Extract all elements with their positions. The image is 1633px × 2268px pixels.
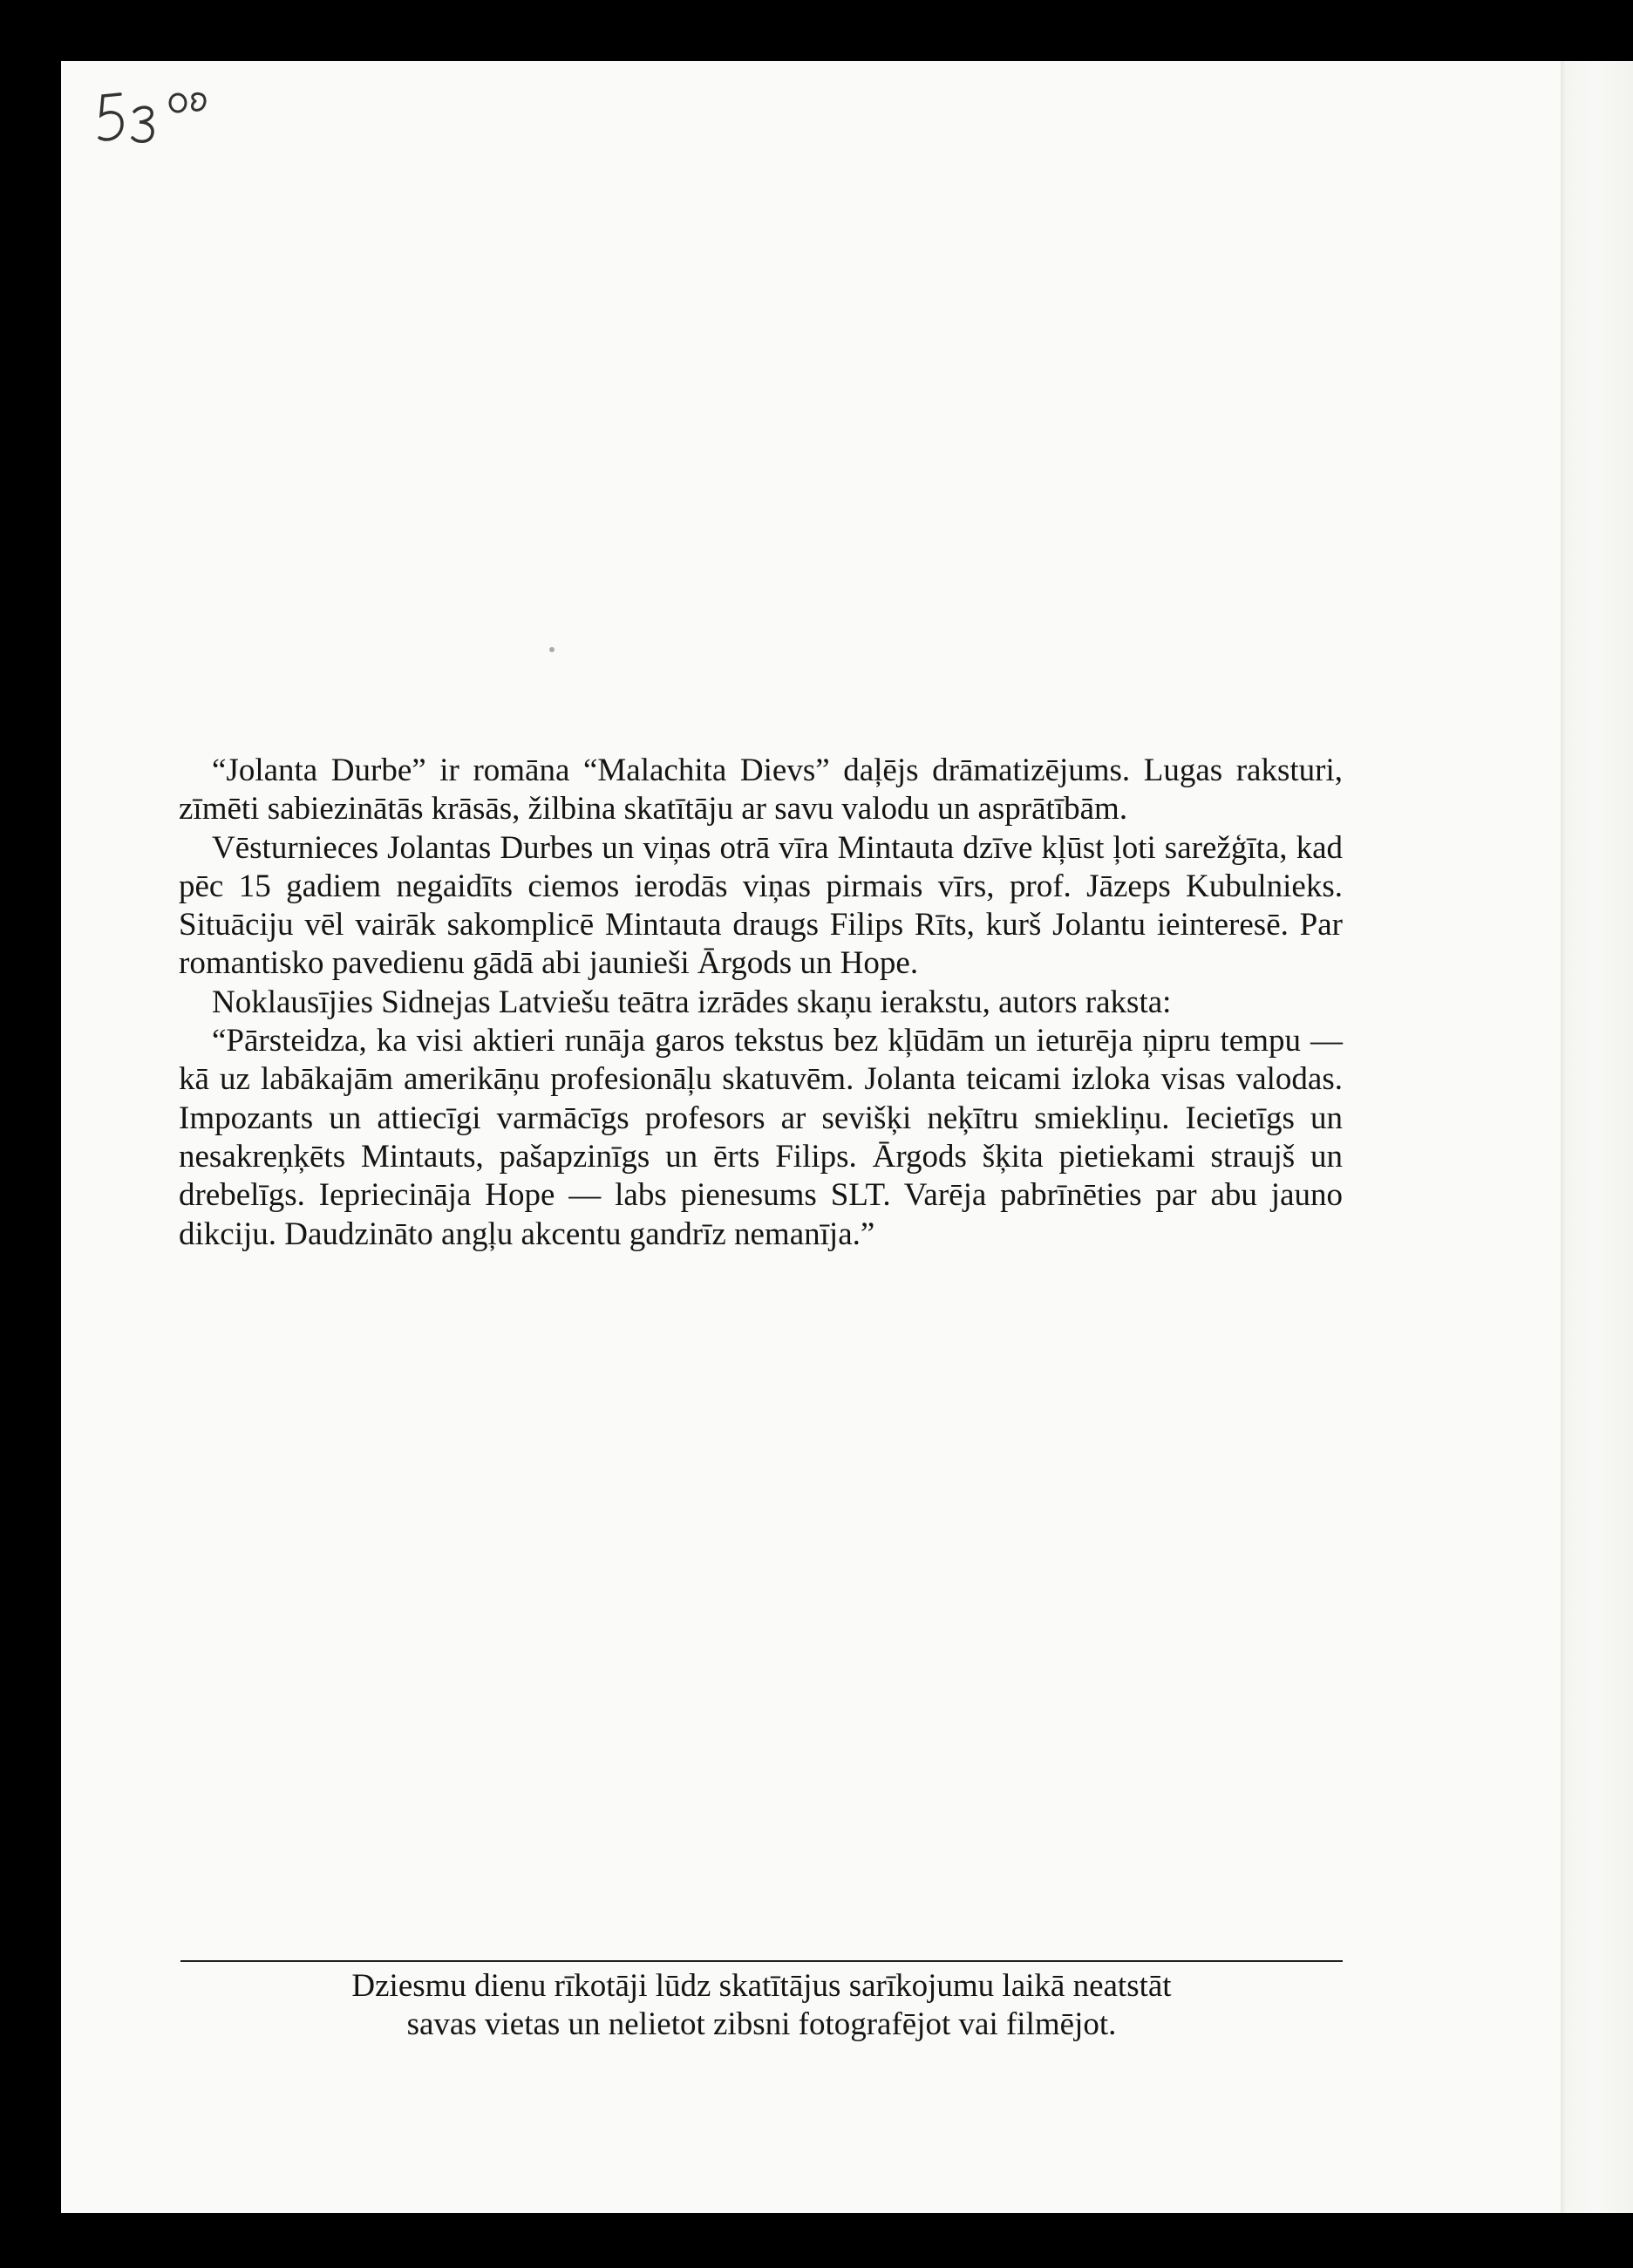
page-edge [1561,61,1633,2213]
footnote-divider [180,1960,1343,1962]
footnote-line-2: savas vietas un nelietot zibsni fotografējot vai filmējot. [406,2006,1117,2042]
paragraph-intro: “Jolanta Durbe” ir romāna “Malachita Dievs” daļējs drāmatizējums. Lugas raksturi, zīmēti sabiezinātās krāsās, žilbina skatītāju ar savu valodu un asprātībām. [179,753,1343,828]
footnote-line-1: Dziesmu dienu rīkotāji lūdz skatītājus sarīkojumu laikā neatstāt [351,1968,1172,2004]
handwritten-mark [87,70,235,166]
handwritten-price-note [87,70,235,166]
paragraph-review-intro: Noklausījies Sidnejas Latviešu teātra izrādes skaņu ierakstu, autors raksta: [212,984,1172,1020]
paper-speck [549,647,555,652]
paragraph-plot: Vēsturnieces Jolantas Durbes un viņas otrā vīra Mintauta dzīve kļūst ļoti sarežģīta, kad pēc 15 gadiem negaidīts ciemos ierodās viņas pirmais vīrs, prof. Jāzeps Kubulnieks. Situāciju vēl vairāk sakomplicē Mintauta draugs Filips Rīts, kurš Jolantu ieinteresē. Par romantisko pavedienu gādā abi jaunieši Ārgods un Hope. [179,829,1343,982]
description-text [179,752,1343,1254]
paragraph-review-quote: “Pārsteidza, ka visi aktieri runāja garos tekstus bez kļūdām un ieturēja ņipru tempu — kā uz labākajām amerikāņu profesionāļu skatuvēm. Jolanta teicami izloka visas valodas. Impozants un attiecīgi varmācīgs profesors ar sevišķi neķītru smiekliņu. Iecietīgs un nesakreņķēts Mintauts, pašapzinīgs un ērts Filips. Ārgods šķita pietiekami straujš un drebelīgs. Iepriecināja Hope — labs pienesums SLT. Varēja pabrīnēties par abu jauno dikciju. Daudzināto angļu akcentu gandrīz nemanīja.” [179,1023,1343,1252]
footnote-notice [180,1967,1343,2044]
